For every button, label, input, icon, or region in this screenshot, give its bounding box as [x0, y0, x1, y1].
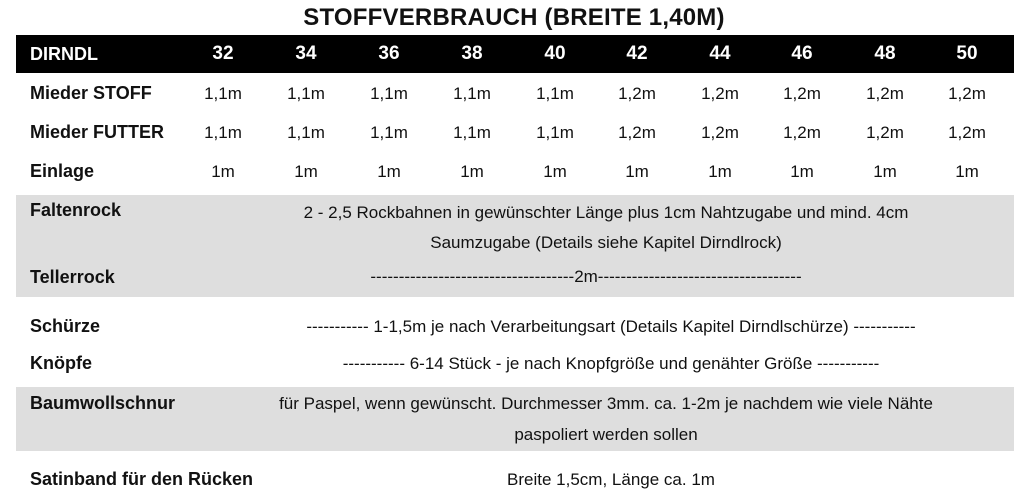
cell: 1,2m [701, 123, 739, 142]
cell: 1,1m [287, 123, 325, 142]
cell: 1,2m [618, 84, 656, 103]
cell: 1,1m [370, 84, 408, 103]
cell: 1m [625, 162, 649, 181]
cell: 1,1m [204, 123, 242, 142]
cell: 1,1m [536, 123, 574, 142]
cell: 1m [708, 162, 732, 181]
table-row-schuerze [16, 310, 1014, 344]
table-row-mieder-futter [16, 117, 1014, 151]
table-row-baumwollschnur [16, 387, 1014, 451]
baumwollschnur-text-line2: paspoliert werden sollen [514, 425, 698, 444]
size-46: 46 [791, 43, 813, 64]
cell: 1,2m [948, 84, 986, 103]
tellerrock-text: ------------------------------------2m------------------------------------ [370, 267, 802, 286]
cell: 1,2m [701, 84, 739, 103]
table-row-einlage [16, 156, 1014, 190]
cell: 1m [873, 162, 897, 181]
cell: 1m [790, 162, 814, 181]
table-header [16, 35, 1014, 73]
cell: 1,1m [204, 84, 242, 103]
cell: 1m [377, 162, 401, 181]
faltenrock-text-line2: Saumzugabe (Details siehe Kapitel Dirndlrock) [430, 233, 782, 252]
size-42: 42 [626, 43, 648, 64]
row-label-tellerrock: Tellerrock [30, 267, 115, 287]
size-38: 38 [461, 43, 483, 64]
table-row-knoepfe [16, 347, 1014, 381]
cell: 1m [211, 162, 235, 181]
knoepfe-text: ----------- 6-14 Stück - je nach Knopfgröße und genähter Größe ----------- [342, 354, 880, 373]
header-label: DIRNDL [30, 44, 98, 64]
size-34: 34 [295, 43, 317, 64]
row-label-faltenrock: Faltenrock [30, 200, 122, 220]
baumwollschnur-text-line1: für Paspel, wenn gewünscht. Durchmesser 3mm. ca. 1-2m je nachdem wie viele Nähte [279, 394, 933, 413]
cell: 1m [294, 162, 318, 181]
cell: 1,1m [370, 123, 408, 142]
cell: 1,2m [866, 84, 904, 103]
row-label: Mieder STOFF [30, 83, 152, 103]
row-label: Schürze [30, 316, 101, 336]
table-row-satinband [16, 462, 1014, 498]
row-label: Satinband für den Rücken [30, 469, 254, 489]
cell: 1m [460, 162, 484, 181]
size-48: 48 [874, 43, 896, 64]
faltenrock-text-line1: 2 - 2,5 Rockbahnen in gewünschter Länge plus 1cm Nahtzugabe und mind. 4cm [303, 203, 909, 222]
row-label: Baumwollschnur [30, 393, 176, 413]
cell: 1,1m [453, 84, 491, 103]
cell: 1,2m [618, 123, 656, 142]
schuerze-text: ----------- 1-1,5m je nach Verarbeitungsart (Details Kapitel Dirndlschürze) ----------- [306, 317, 916, 336]
cell: 1,1m [536, 84, 574, 103]
cell: 1,2m [783, 123, 821, 142]
satinband-text: Breite 1,5cm, Länge ca. 1m [507, 470, 715, 489]
size-50: 50 [956, 43, 978, 64]
size-44: 44 [709, 43, 731, 64]
cell: 1,1m [453, 123, 491, 142]
table-row-mieder-stoff [16, 78, 1014, 112]
cell: 1,2m [948, 123, 986, 142]
size-40: 40 [544, 43, 566, 64]
row-label: Mieder FUTTER [30, 122, 165, 142]
size-36: 36 [378, 43, 400, 64]
cell: 1m [955, 162, 979, 181]
table-row-faltenrock-tellerrock [16, 195, 1014, 297]
page-title: STOFFVERBRAUCH (BREITE 1,40M) [303, 4, 725, 31]
cell: 1,1m [287, 84, 325, 103]
cell: 1m [543, 162, 567, 181]
size-32: 32 [212, 43, 234, 64]
row-label: Einlage [30, 161, 95, 181]
row-label: Knöpfe [30, 353, 92, 373]
cell: 1,2m [866, 123, 904, 142]
cell: 1,2m [783, 84, 821, 103]
